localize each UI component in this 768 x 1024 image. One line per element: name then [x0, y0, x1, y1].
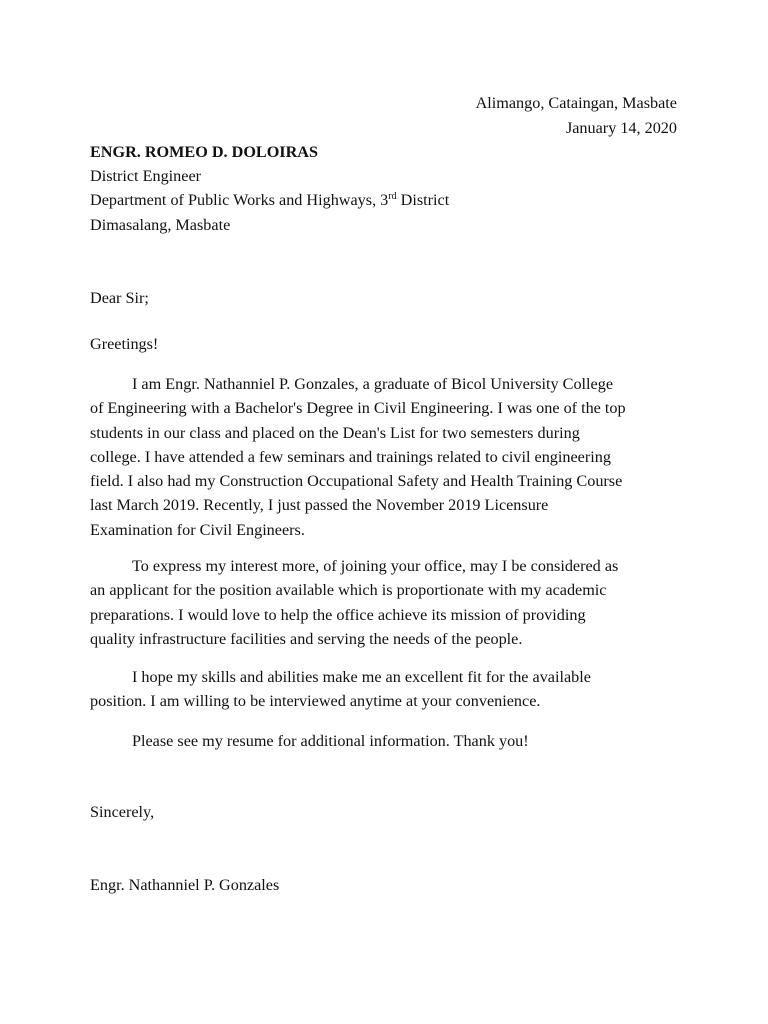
paragraph-line: I am Engr. Nathanniel P. Gonzales, a graduate of Bicol University College — [132, 375, 613, 393]
department-name: Department of Public Works and Highways, 3 — [90, 191, 389, 209]
sender-location: Alimango, Cataingan, Masbate — [475, 94, 677, 112]
recipient-title: District Engineer — [90, 167, 202, 185]
paragraph-line: college. I have attended a few seminars and trainings related to civil engineering — [90, 447, 611, 466]
greeting: Greetings! — [90, 335, 159, 353]
closing: Sincerely, — [90, 803, 155, 821]
paragraph-line: of Engineering with a Bachelor's Degree in Civil Engineering. I was one of the top — [90, 399, 626, 418]
department-district: District — [396, 191, 450, 209]
body-paragraph-2 — [90, 554, 680, 651]
body-paragraph-1 — [90, 372, 680, 542]
paragraph-line: I hope my skills and abilities make me an excellent fit for the available — [132, 668, 591, 686]
signature-name: Engr. Nathanniel P. Gonzales — [90, 876, 280, 894]
paragraph-line: Examination for Civil Engineers. — [90, 520, 305, 539]
paragraph-line: an applicant for the position available which is proportionate with my academic — [90, 581, 607, 600]
letter-date: January 14, 2020 — [565, 119, 677, 137]
body-paragraph-4 — [90, 729, 680, 753]
paragraph-line: preparations. I would love to help the office achieve its mission of providing — [90, 605, 586, 624]
recipient-department — [90, 190, 449, 210]
paragraph-line: quality infrastructure facilities and serving the needs of the people. — [90, 629, 523, 648]
recipient-name: ENGR. ROMEO D. DOLOIRAS — [90, 143, 318, 161]
paragraph-line: students in our class and placed on the Dean's List for two semesters during — [90, 423, 580, 442]
body-paragraph-3 — [90, 665, 680, 714]
paragraph-line: position. I am willing to be interviewed anytime at your convenience. — [90, 692, 541, 711]
paragraph-line: field. I also had my Construction Occupational Safety and Health Training Course — [90, 472, 623, 491]
recipient-address: Dimasalang, Masbate — [90, 216, 231, 234]
paragraph-line: Please see my resume for additional information. Thank you! — [132, 732, 529, 750]
salutation: Dear Sir; — [90, 289, 149, 307]
department-ordinal-suffix: rd — [388, 191, 397, 202]
paragraph-line: last March 2019. Recently, I just passed the November 2019 Licensure — [90, 496, 549, 515]
paragraph-line: To express my interest more, of joining your office, may I be considered as — [132, 557, 619, 575]
